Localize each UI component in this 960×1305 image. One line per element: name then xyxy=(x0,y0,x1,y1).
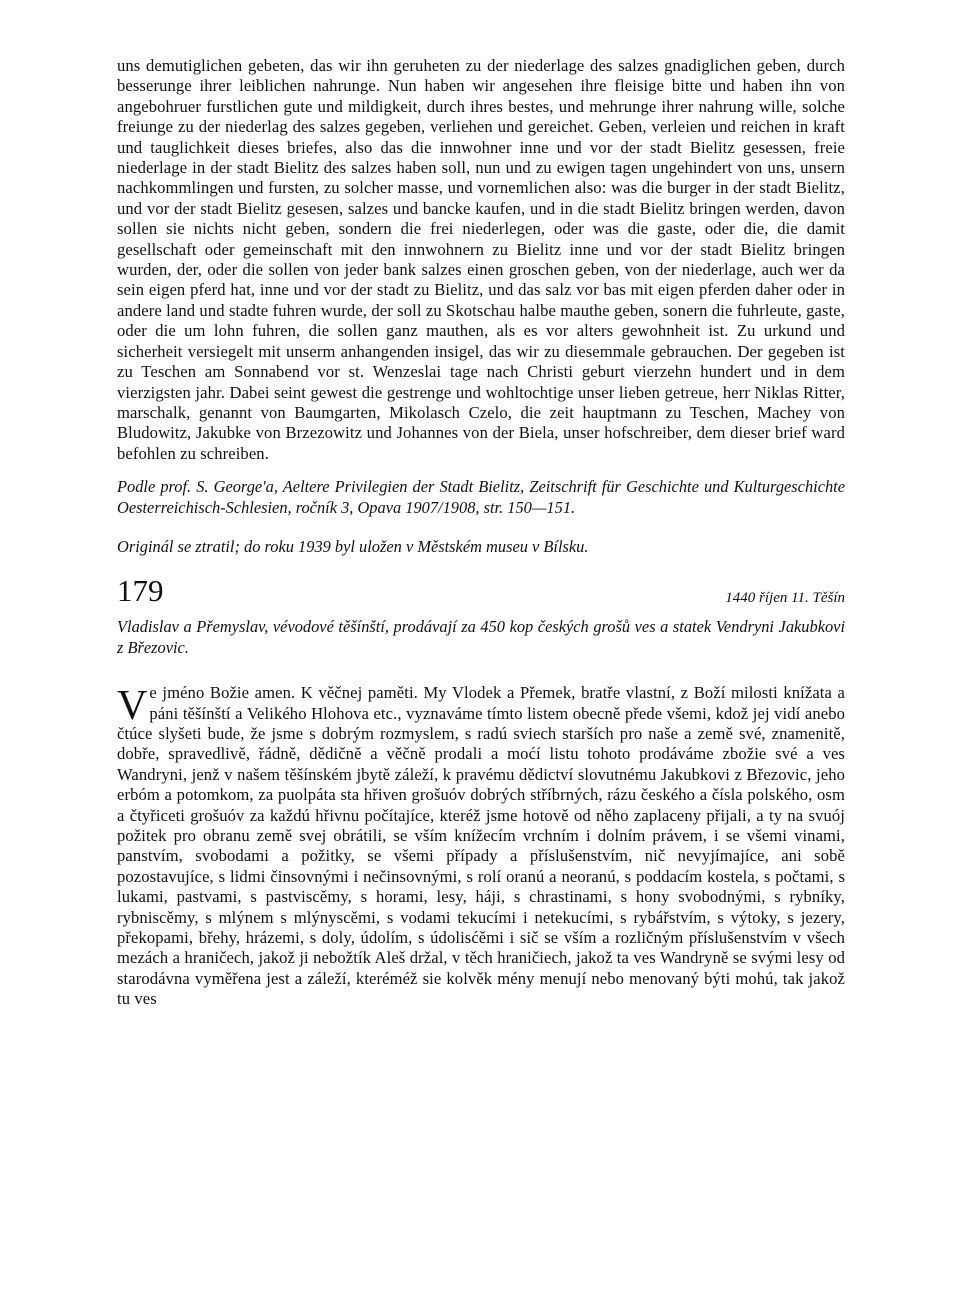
document-page xyxy=(117,56,845,1010)
czech-charter-text xyxy=(117,683,845,1010)
czech-charter-body xyxy=(117,683,845,1010)
document-header xyxy=(117,573,845,613)
drop-initial: V xyxy=(117,683,148,730)
original-note: Originál se ztratil; do roku 1939 byl uložen v Městském museu v Bílsku. xyxy=(117,536,589,556)
source-note: Podle prof. S. George'a, Aeltere Privilegien der Stadt Bielitz, Zeitschrift für Geschichte und Kulturgeschichte Oesterreichisch-Schlesien, ročník 3, Opava 1907/1908, str. 150—151. xyxy=(117,477,845,517)
document-regest: Vladislav a Přemyslav, vévodové těšínští, prodávají za 450 kop českých grošů ves a statek Vendryni Jakubkovi z Březovic. xyxy=(117,617,845,657)
german-charter-text: uns demutiglichen gebeten, das wir ihn geruheten zu der niederlage des salzes gnadiglichen geben, durch besserunge ihrer leiblichen nahrunge. Nun haben wir angesehen ihre fleisige bitte und haben ihn von angebohruer furstlichen gute und mildigkeit, durch ihres bestes, und mehrunge ihrer nahrung wille, solche freiunge zu der niederlag des salzes gegeben, verliehen und gereichet. Geben, verleien und reichen in kraft und tauglichkeit dieses briefes, also das die innwohner inne und vor der stadt Bielitz gesessen, freie niederlage in der stadt Bielitz des salzes haben soll, nun und zu ewigen tagen ungehindert von uns, unsern nachkommlingen und fursten, zu solcher masse, und vornemlichen also: was die burger in der stadt Bielitz, und vor der stadt Bielitz gesesen, salzes und bancke kaufen, und in die stadt Bielitz bringen werden, davon sollen sie nichts nicht geben, sondern die frei niederlegen, oder was die gaste, oder die, die damit gesellschaft oder gemeinschaft mit den innwohnern zu Bielitz inne und vor der stadt Bielitz bringen wurden, der, oder die sollen von jeder bank salzes einen groschen geben, von der niederlage, auch wer da sein eigen pferd hat, inne und vor der stadt zu Bielitz, und das salz vor bas mit eigen pferden daher oder in andere land und stadte fuhren wurde, der soll zu Skotschau halbe mauthe geben, sonern die fuhrleute, gaste, oder die um lohn fuhren, die sollen ganz mauthen, als es vor alters gewohnheit ist. Zu urkund und sicherheit versiegelt mit unserm anhangenden insigel, das wir zu diesemmale gebrauchen. Der gegeben ist zu Teschen am Sonnabend vor st. Wenzeslai tage nach Christi geburt vierzehn hundert und in dem vierzigsten jahr. Dabei seint gewest die gestrenge und wohltochtige unser lieben getreue, herr Niklas Ritter, marschalk, genannt von Baumgarten, Mikolasch Czelo, die zeit hauptmann zu Teschen, Machey von Bludowitz, Jakubke von Brzezowitz und Johannes von der Biela, unser hofschreiber, dem dieser brief ward befohlen zu schreiben. xyxy=(117,56,845,463)
document-date-place: 1440 říjen 11. Těšín xyxy=(725,590,845,607)
document-number: 179 xyxy=(117,573,164,609)
czech-body-text: e jméno Božie amen. K věčnej paměti. My Vlodek a Přemek, bratře vlastní, z Boží milosti knížata a páni těšínští a Velikého Hlohova etc., vyznaváme tímto listem obecně přede všemi, kdož jej vidí anebo čtúce slyšeti bude, že jsme s dobrým rozmyslem, s radú sviech starších pro naše a země své, znamenitě, dobře, spravedlivě, řádně, dědičně a věčně prodali a moćí listu tohoto prodáváme zbožie své a ves Wandryni, jenž v našem těšínském jbytě záleží, k pravému dědictví slovutnému Jakubkovi z Březovic, jeho erbóm a potomkom, za puolpáta sta hřiven grošuóv dobrých stříbrných, rázu českého a čísla polského, osm a čtyřiceti grošuóv za každú hřivnu počítajíce, kteréž jsme hotově od něho zaplaceny přijali, a ty na svuój požitek pro obranu země svej obrátili, se vším knížecím vrchním i dolním právem, i se všemi vinami, panstvím, svobodami a požitky, se všemi případy a příslušenstvím, nič nevyjímajíce, ani sobě pozostavujíce, s lidmi činsovnými i nečinsovnými, s rolí oranú a neoranú, s poddacím kostela, s počtami, s lukami, pastvami, s pastviscěmy, s horami, lesy, háji, s chrastinami, s hony svobodnými, s rybníky, rybniscěmy, s mlýnem s mlýnyscěmi, s vodami tekucími i netekucími, s rybářstvím, s výtoky, s jezery, překopami, břehy, hrázemi, s doly, údolím, s údolisćěmi i sič se vším a rozličným příslušenstvím v všech mezách a hraničech, jakož ji nebožtík Aleš držal, v těch hraničiech, jakož ta ves Wandryně se svými lesy od starodávna vyměřena jest a záleží, kteréméž sie kolvěk mény menují nebo menovaný býti mohú, tak jakož tu ves xyxy=(117,683,845,1009)
